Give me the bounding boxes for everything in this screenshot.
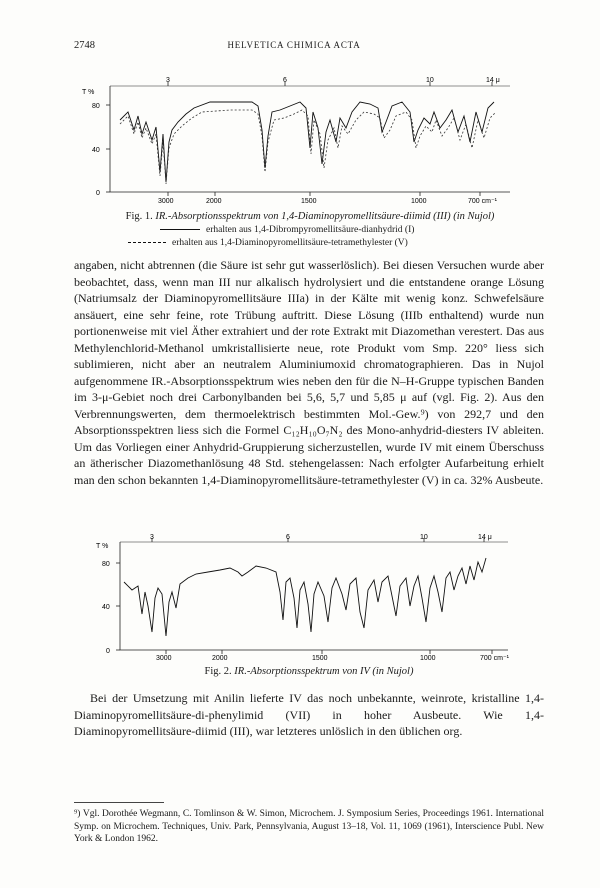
fig1-bottom-tick-700: 700 cm⁻¹ xyxy=(468,198,497,205)
fig2-ytick-80: 80 xyxy=(102,561,110,568)
fig1-top-tick-10: 10 xyxy=(426,77,434,84)
paragraph-1 xyxy=(74,257,544,488)
fig1-ytick-0: 0 xyxy=(96,190,100,197)
fig2-caption xyxy=(74,666,544,677)
fig1-caption-prefix: Fig. 1. xyxy=(125,211,153,222)
fig2-bottom-tick-3000: 3000 xyxy=(156,655,172,662)
fig2-ytick-40: 40 xyxy=(102,604,110,611)
legend-solid-line xyxy=(160,229,200,230)
paragraph-1-text: angaben, nicht abtrennen (die Säure ist sehr gut wasserlöslich). Bei diesen Versuchen wurde aber beobachtet, dass, wenn man III nur alkalisch hydrolysiert und die entstandene orange Lösung (Natriumsalz der Diaminopyromellitsäure IIIa) in der Kälte mit wenig konz. Schwefelsäure ansäuert, eine sehr feine, rote Trübung auftritt. Diese Lösung (IIIb enthaltend) wurde nun portionenweise mit viel Äther extrahiert und der rote Extrakt mit Diazomethan verestert. Das aus Methylenchlorid-Methanol umkristallisierte neue, rote Produkt vom Smp. 220° liess sich sublimieren, nicht aber an neutralem Aluminiumoxid chromatographieren. Das in Nujol aufgenommene IR.-Absorptionsspektrum wies neben den für die N–H-Gruppe typischen Banden im 3-μ-Gebiet noch drei Carbonylbanden bei 5,6, 5,7 und 5,85 μ auf (vgl. Fig. 2). Aus den Verbrennungswerten, dem thermoelektrisch bestimmten Mol.-Gew.⁹) von 292,7 und den Absorptionsspektren liess sich die Formel C₁₂H₁₀O₇N₂ des Mono-anhydrid-diesters IV ableiten. Um das Vorliegen einer Anhydrid-Gruppierung sicherzustellen, wurde IV mit einem Überschuss an ätherischer Diazomethanlösung 48 Std. stehengelassen: Nach erfolgter Aufarbeitung erhielt man den schon bekannten 1,4-Diaminopyromellitsäure-tetramethylester (V) in ca. 32% Ausbeute. xyxy=(74,258,544,487)
fig2-top-tick-3: 3 xyxy=(150,534,154,541)
paragraph-2-text: Bei der Umsetzung mit Anilin lieferte IV das noch unbekannte, weinrote, kristalline 1,4-Diaminopyromellitsäure-di-phenylimid (VII) in hoher Ausbeute. Wie 1,4-Diaminopyromellitsäure-diimid (III), war letzteres unlöslich in den üblichen org. xyxy=(74,691,544,738)
fig1-ytick-40: 40 xyxy=(92,147,100,154)
legend-dashed-text: erhalten aus 1,4-Diaminopyromellitsäure-tetramethylester (V) xyxy=(172,238,408,248)
fig1-top-tick-14: 14 μ xyxy=(486,77,500,84)
figure-2-spectrum xyxy=(96,532,516,662)
fig1-ytick-80: 80 xyxy=(92,103,100,110)
fig1-top-tick-6: 6 xyxy=(283,77,287,84)
fig1-bottom-tick-3000: 3000 xyxy=(158,198,174,205)
fig1-trace-dashed xyxy=(120,110,496,184)
page-number: 2748 xyxy=(74,40,95,51)
journal-title: HELVETICA CHIMICA ACTA xyxy=(227,40,361,50)
fig2-y-label: T % xyxy=(96,543,109,550)
fig2-trace xyxy=(124,558,486,636)
fig2-bottom-tick-700: 700 cm⁻¹ xyxy=(480,655,509,662)
footnote-marker: ⁹) xyxy=(74,809,81,819)
footnote-text: Vgl. Dorothée Wegmann, C. Tomlinson & W. Simon, Microchem. J. Symposium Series, Proceedings 1961. International Symp. on Microchem. Techniques, Univ. Park, Pennsylvania, August 13–18, Vol. 11, 1069 (1961), Interscience Publ. New York & London 1962. xyxy=(74,809,544,844)
figure-1-spectrum xyxy=(80,72,520,206)
fig2-top-tick-10: 10 xyxy=(420,534,428,541)
footnote-9 xyxy=(74,808,544,846)
legend-solid-text: erhalten aus 1,4-Dibrompyromellitsäure-dianhydrid (I) xyxy=(206,225,415,235)
fig2-caption-title: IR.-Absorptionsspektrum von IV (in Nujol) xyxy=(234,666,414,677)
fig2-bottom-tick-2000: 2000 xyxy=(212,655,228,662)
legend-dashed-line xyxy=(128,242,166,243)
fig1-legend-solid xyxy=(160,225,414,235)
fig2-bottom-tick-1000: 1000 xyxy=(420,655,436,662)
fig2-top-tick-14: 14 μ xyxy=(478,534,492,541)
fig1-caption xyxy=(80,211,540,222)
fig1-trace-solid xyxy=(120,102,494,182)
fig2-caption-prefix: Fig. 2. xyxy=(204,666,232,677)
footnote-rule xyxy=(74,802,164,803)
fig1-y-label: T % xyxy=(82,89,95,96)
fig1-caption-title: IR.-Absorptionsspektrum von 1,4-Diaminopyromellitsäure-diimid (III) (in Nujol) xyxy=(155,211,495,222)
fig1-legend-dashed xyxy=(128,238,408,248)
paragraph-2 xyxy=(74,690,544,740)
fig1-bottom-tick-2000: 2000 xyxy=(206,198,222,205)
fig2-ytick-0: 0 xyxy=(106,648,110,655)
fig2-top-tick-6: 6 xyxy=(286,534,290,541)
fig1-bottom-tick-1000: 1000 xyxy=(411,198,427,205)
fig1-bottom-tick-1500: 1500 xyxy=(301,198,317,205)
fig1-top-tick-3: 3 xyxy=(166,77,170,84)
fig2-bottom-tick-1500: 1500 xyxy=(312,655,328,662)
